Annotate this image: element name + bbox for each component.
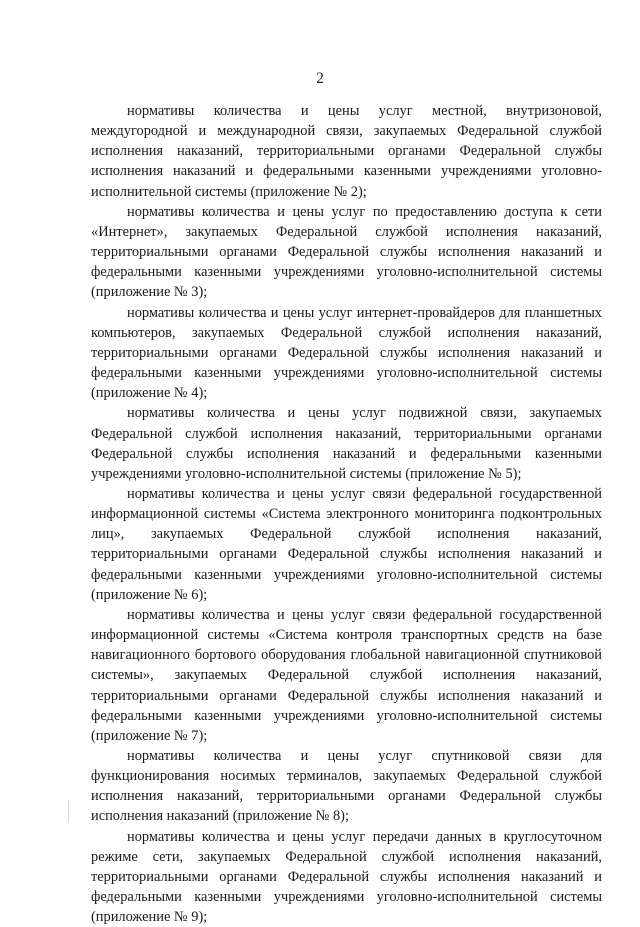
scan-margin-mark: [68, 800, 69, 822]
paragraph-appendix-7: нормативы количества и цены услуг связи федеральной государственной информационной системы «Система контроля транспортных средств на базе навигационного бортового оборудования глобальной навигационной спутниковой системы», закупаемых Федеральной службой исполнения наказаний, территориальными органами Федеральной службы исполнения наказаний и федеральными казенными учреждениями уголовно-исполнительной системы (приложение № 7);: [91, 606, 602, 744]
paragraph-appendix-8: нормативы количества и цены услуг спутниковой связи для функционирования носимых терминалов, закупаемых Федеральной службой исполнения наказаний, территориальными органами Федеральной службы исполнения наказаний (приложение № 8);: [91, 748, 602, 825]
paragraph-appendix-4: нормативы количества и цены услуг интернет-провайдеров для планшетных компьютеров, закупаемых Федеральной службой исполнения наказаний, территориальными органами Федеральной службы исполнения наказаний и федеральными казенными учреждениями уголовно-исполнительной системы (приложение № 4);: [91, 304, 602, 402]
paragraph-appendix-3: нормативы количества и цены услуг по предоставлению доступа к сети «Интернет», закупаемых Федеральной службой исполнения наказаний, территориальными органами Федеральной службы исполнения наказаний и федеральными казенными учреждениями уголовно-исполнительной системы (приложение № 3);: [91, 203, 602, 301]
paragraph-appendix-6: нормативы количества и цены услуг связи федеральной государственной информационной системы «Система электронного мониторинга подконтрольных лиц», закупаемых Федеральной службой исполнения наказаний, территориальными органами Федеральной службы исполнения наказаний и федеральными казенными учреждениями уголовно-исполнительной системы (приложение № 6);: [91, 485, 602, 603]
paragraph-appendix-2: нормативы количества и цены услуг местной, внутризоновой, междугородной и международной связи, закупаемых Федеральной службой исполнения наказаний, территориальными органами Федеральной службы исполнения наказаний и федеральными казенными учреждениями уголовно-исполнительной системы (приложение № 2);: [91, 103, 602, 200]
page-number: 2: [316, 70, 324, 87]
paragraph-appendix-5: нормативы количества и цены услуг подвижной связи, закупаемых Федеральной службой исполнения наказаний, территориальными органами Федеральной службы исполнения наказаний и федеральными казенными учреждениями уголовно-исполнительной системы (приложение № 5);: [91, 405, 602, 482]
document-body: [91, 101, 602, 927]
paragraph-appendix-9: нормативы количества и цены услуг передачи данных в круглосуточном режиме сети, закупаемых Федеральной службой исполнения наказаний, территориальными органами Федеральной службы исполнения наказаний и федеральными казенными учреждениями уголовно-исполнительной системы (приложение № 9);: [91, 828, 602, 926]
